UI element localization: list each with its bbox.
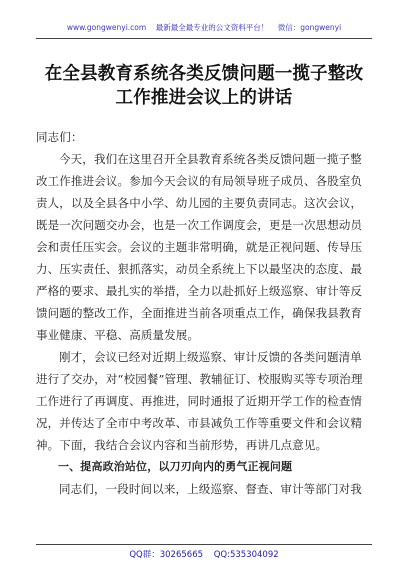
paragraph-3: 同志们，一段时间以来，上级巡察、督查、审计等部门对我 — [59, 482, 362, 496]
document-body — [36, 126, 372, 500]
document-title — [36, 62, 372, 110]
title-line-2: 工作推进会议上的讲话 — [115, 88, 293, 108]
footer-qq-group: QQ群：30265665 — [129, 550, 204, 560]
header-slogan: 最新最全最专业的公文资料平台！ — [155, 23, 269, 32]
footer-qq: QQ:535304092 — [213, 550, 279, 560]
page-header — [0, 22, 408, 33]
header-website-link[interactable]: www.gongwenyi.com — [66, 23, 147, 32]
footer-divider — [36, 544, 372, 545]
title-line-1: 在全县教育系统各类反馈问题一揽子整改 — [44, 64, 364, 84]
section-heading: 一、提高政治站位，以刀刃向内的勇气正视问题 — [58, 460, 293, 473]
salutation: 同志们： — [36, 130, 83, 144]
header-divider — [36, 38, 372, 39]
page-footer — [0, 548, 408, 560]
header-wechat: 微信：gongwenyi — [277, 23, 342, 32]
paragraph-2: 刚才，会议已经对近期上级巡察、审计反馈的各类问题清单进行了交办，对“校园餐”管理、教辅征订、校服购买等专项治理工作进行了再调度、再推进，同时通报了近期开学工作的检查情况，并传达了全市中考改革、市县减负工作等重要文件和会议精神。下面，我结合会议内容和当前形势，再讲几点意见。 — [36, 350, 363, 452]
paragraph-1: 今天，我们在这里召开全县教育系统各类反馈问题一揽子整改工作推进会议。参加今天会议的有局领导班子成员、各股室负责人，以及全县各中小学、幼儿园的主要负责同志。这次会议，既是一次问题交办会，也是一次工作调度会，更是一次思想动员会和责任压实会。会议的主题非常明确，就是正视问题、传导压力、压实责任、狠抓落实，动员全系统上下以最坚决的态度、最严格的要求、最扎实的举措，全力以赴抓好上级巡察、审计等反馈问题的整改工作，全面推进当前各项重点工作，确保我县教育事业健康、平稳、高质量发展。 — [36, 152, 363, 342]
